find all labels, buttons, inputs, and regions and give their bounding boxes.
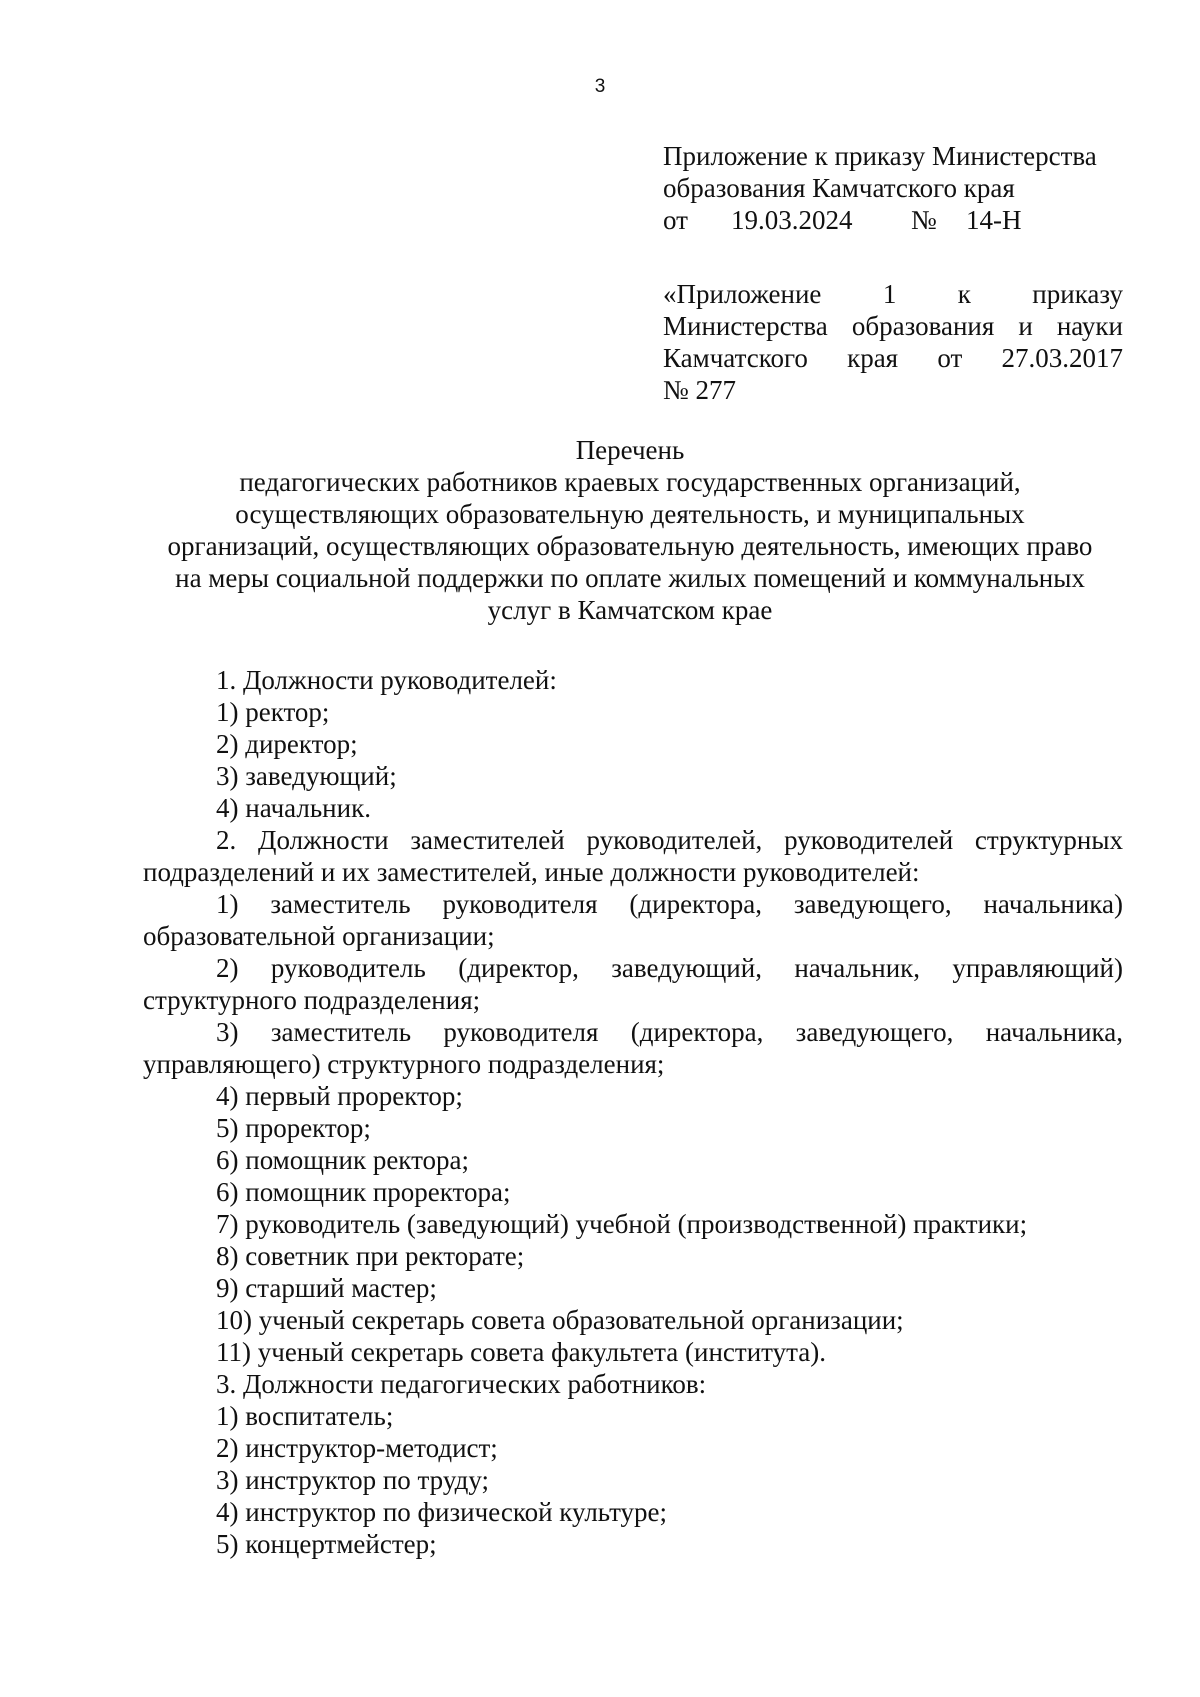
title-line-4: на меры социальной поддержки по оплате жилых помещений и коммунальных	[175, 563, 1085, 593]
list-item-continuation: управляющего) структурного подразделения;	[143, 1049, 665, 1079]
list-item: 10) ученый секретарь совета образовательной организации;	[216, 1305, 904, 1335]
title-line-2: осуществляющих образовательную деятельность, и муниципальных	[235, 499, 1025, 529]
section-1-heading: 1. Должности руководителей:	[216, 665, 557, 695]
list-item: 4) инструктор по физической культуре;	[216, 1497, 668, 1527]
header-line-2: образования Камчатского края	[663, 173, 1015, 203]
list-item: 2) директор;	[216, 729, 358, 759]
section-2-heading-line-1: 2. Должности заместителей руководителей, руководителей структурных	[216, 825, 1123, 855]
order-date-line	[663, 204, 1123, 236]
document-title	[140, 434, 1120, 626]
header-line-1: Приложение к приказу Министерства	[663, 141, 1097, 171]
list-item: 2) инструктор-методист;	[216, 1433, 498, 1463]
list-item: 1) воспитатель;	[216, 1401, 394, 1431]
order-attachment-header	[663, 140, 1123, 236]
list-item: 4) начальник.	[216, 793, 371, 823]
title-heading: Перечень	[575, 435, 685, 465]
order-number: 14-Н	[966, 205, 1022, 235]
appendix-line-2: Министерства образования и науки	[663, 311, 1123, 341]
list-item: 6) помощник проректора;	[216, 1177, 511, 1207]
number-sign: №	[911, 205, 937, 235]
list-item: 5) концертмейстер;	[216, 1529, 437, 1559]
title-line-5: услуг в Камчатском крае	[487, 595, 773, 625]
from-label: от	[663, 205, 688, 235]
list-item: 1) ректор;	[216, 697, 330, 727]
appendix-line-1: «Приложение 1 к приказу	[663, 279, 1123, 309]
list-item: 7) руководитель (заведующий) учебной (производственной) практики;	[216, 1209, 1028, 1239]
title-line-1: педагогических работников краевых государственных организаций,	[239, 467, 1021, 497]
list-item: 9) старший мастер;	[216, 1273, 437, 1303]
page-number: 3	[594, 76, 606, 97]
list-item: 3) инструктор по труду;	[216, 1465, 490, 1495]
order-date: 19.03.2024	[731, 205, 853, 235]
list-item-continuation: структурного подразделения;	[143, 985, 481, 1015]
list-item: 2) руководитель (директор, заведующий, начальник, управляющий)	[216, 953, 1123, 983]
list-item: 4) первый проректор;	[216, 1081, 463, 1111]
appendix-reference	[663, 278, 1123, 406]
list-item-continuation: образовательной организации;	[143, 921, 495, 951]
list-item: 6) помощник ректора;	[216, 1145, 469, 1175]
list-item: 5) проректор;	[216, 1113, 371, 1143]
appendix-line-4: № 277	[663, 375, 737, 405]
positions-list	[143, 664, 1123, 1560]
list-item: 8) советник при ректорате;	[216, 1241, 525, 1271]
section-3-heading: 3. Должности педагогических работников:	[216, 1369, 707, 1399]
list-item: 3) заведующий;	[216, 761, 397, 791]
appendix-line-3: Камчатского края от 27.03.2017	[663, 343, 1123, 373]
list-item: 11) ученый секретарь совета факультета (института).	[216, 1337, 826, 1367]
list-item: 3) заместитель руководителя (директора, заведующего, начальника,	[216, 1017, 1123, 1047]
list-item: 1) заместитель руководителя (директора, заведующего, начальника)	[216, 889, 1123, 919]
section-2-heading-line-2: подразделений и их заместителей, иные должности руководителей:	[143, 857, 920, 887]
title-line-3: организаций, осуществляющих образовательную деятельность, имеющих право	[167, 531, 1093, 561]
